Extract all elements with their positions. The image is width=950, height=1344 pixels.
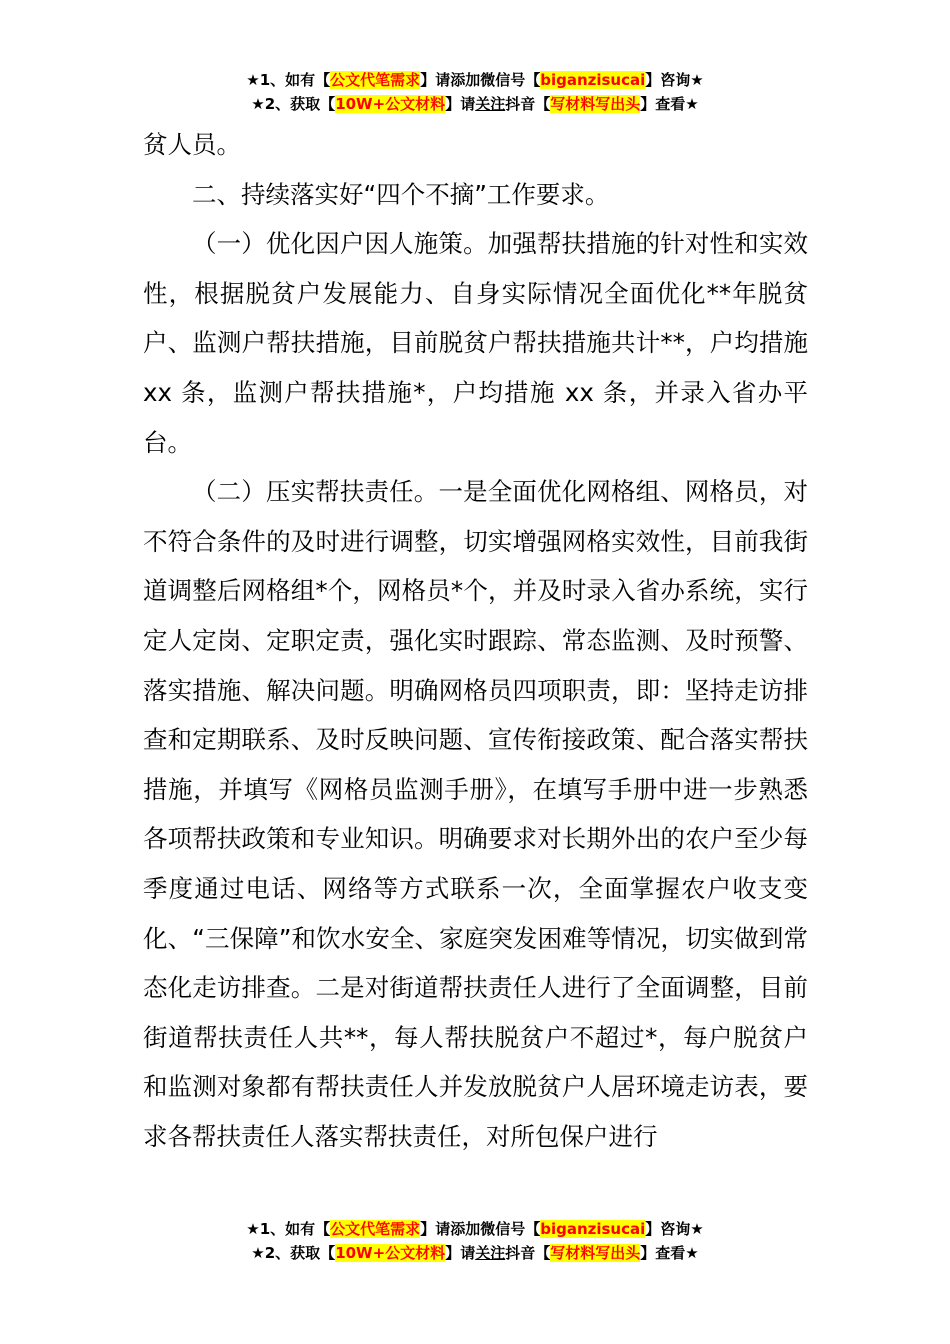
document-body xyxy=(143,120,808,1161)
banner-line2-highlight-materials: 10W+公文材料 xyxy=(335,95,446,113)
banner-line1-highlight-service: 公文代笔需求 xyxy=(330,71,421,89)
banner-line2-mid-b: 抖音【 xyxy=(505,95,551,113)
paragraph-continuation: 贫人员。 xyxy=(143,130,241,159)
footer-line1-suffix: 】咨询★ xyxy=(645,1220,704,1238)
banner-line1-middle: 】请添加微信号【 xyxy=(420,71,541,89)
footer-banner-line-1 xyxy=(0,1217,950,1241)
banner-line1-prefix: ★1、如有【 xyxy=(246,71,331,89)
banner-line2-suffix: 】查看★ xyxy=(640,95,699,113)
banner-line2-prefix: ★2、获取【 xyxy=(251,95,336,113)
footer-line2-prefix: ★2、获取【 xyxy=(251,1244,336,1262)
banner-line1-suffix: 】咨询★ xyxy=(645,71,704,89)
paragraph-policy-optimization: （一）优化因户因人施策。加强帮扶措施的针对性和实效性，根据脱贫户发展能力、自身实际情况全面优化**年脱贫户、监测户帮扶措施，目前脱贫户帮扶措施共计**，户均措施 xx 条，监测户帮扶措施*，户均措施 xx 条，并录入省办平台。 xyxy=(143,229,808,457)
footer-line1-highlight-service: 公文代笔需求 xyxy=(330,1220,421,1238)
banner-line-1 xyxy=(0,68,950,92)
footer-line2-mid-a: 】请 xyxy=(445,1244,476,1262)
header-banner xyxy=(0,68,950,116)
footer-banner xyxy=(0,1217,950,1265)
footer-banner-line-2 xyxy=(0,1241,950,1265)
banner-line1-highlight-wechat: biganzisucai xyxy=(540,71,646,89)
footer-line2-highlight-account: 写材料写出头 xyxy=(550,1244,641,1262)
banner-line-2 xyxy=(0,92,950,116)
section-heading: 二、持续落实好“四个不摘”工作要求。 xyxy=(192,179,610,209)
banner-line2-mid-a: 】请 xyxy=(445,95,476,113)
footer-line2-mid-b: 抖音【 xyxy=(505,1244,551,1262)
footer-line1-prefix: ★1、如有【 xyxy=(246,1220,331,1238)
footer-line2-highlight-materials: 10W+公文材料 xyxy=(335,1244,446,1262)
footer-line2-suffix: 】查看★ xyxy=(640,1244,699,1262)
footer-line2-underlined: 关注 xyxy=(475,1244,506,1262)
footer-line1-highlight-wechat: biganzisucai xyxy=(540,1220,646,1238)
banner-line2-underlined: 关注 xyxy=(475,95,506,113)
footer-line1-middle: 】请添加微信号【 xyxy=(420,1220,541,1238)
paragraph-responsibility: （二）压实帮扶责任。一是全面优化网格组、网格员，对不符合条件的及时进行调整，切实增强网格实效性，目前我街道调整后网格组*个，网格员*个，并及时录入省办系统，实行定人定岗、定职定责，强化实时跟踪、常态监测、及时预警、落实措施、解决问题。明确网格员四项职责，即：坚持走访排查和定期联系、及时反映问题、宣传衔接政策、配合落实帮扶措施，并填写《网格员监测手册》，在填写手册中进一步熟悉各项帮扶政策和专业知识。明确要求对长期外出的农户至少每季度通过电话、网络等方式联系一次，全面掌握农户收支变化、“三保障”和饮水安全、家庭突发困难等情况，切实做到常态化走访排查。二是对街道帮扶责任人进行了全面调整，目前街道帮扶责任人共**，每人帮扶脱贫户不超过*，每户脱贫户和监测对象都有帮扶责任人并发放脱贫户人居环境走访表，要求各帮扶责任人落实帮扶责任，对所包保户进行 xyxy=(143,477,808,1151)
banner-line2-highlight-account: 写材料写出头 xyxy=(550,95,641,113)
